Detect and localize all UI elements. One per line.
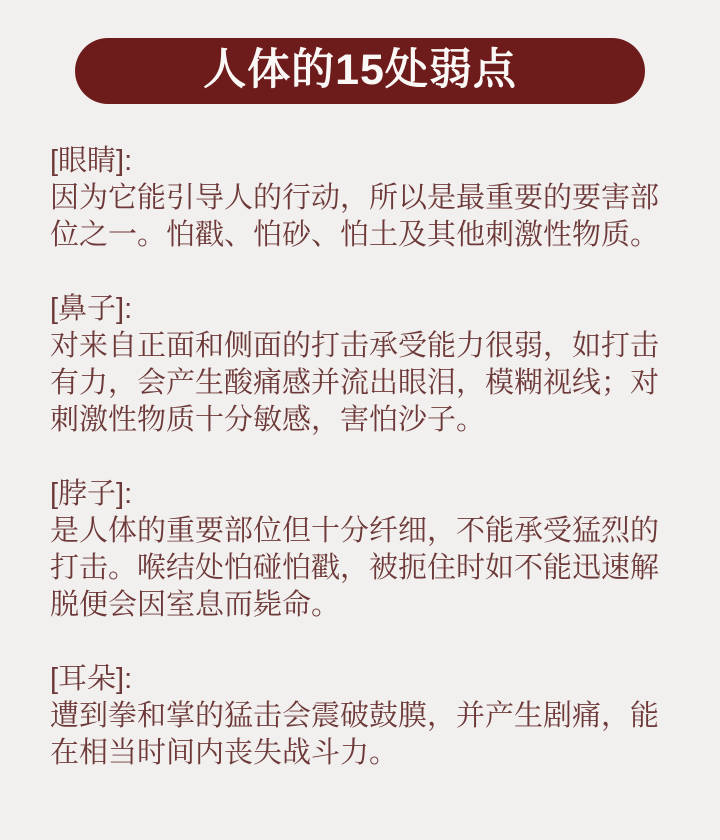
body-part-description: 是人体的重要部位但十分纤细，不能承受猛烈的打击。喉结处怕碰怕戳，被扼住时如不能迅速解脱便会因室息而毙命。 [50,515,660,621]
body-part-label: [眼睛]: [50,145,133,177]
list-item [50,291,672,439]
list-item [50,143,672,254]
weak-points-list [50,143,672,772]
body-part-description: 遭到拳和掌的猛击会震破鼓膜，并产生剧痛，能在相当时间内丧失战斗力。 [50,700,660,769]
body-part-label: [脖子]: [50,478,133,510]
body-part-label: [耳朵]: [50,663,133,695]
body-part-description: 因为它能引导人的行动，所以是最重要的要害部位之一。怕戳、怕砂、怕土及其他刺激性物质。 [50,182,660,251]
page-title: 人体的15处弱点 [203,45,517,94]
title-banner [75,38,645,104]
list-item [50,476,672,624]
body-part-label: [鼻子]: [50,293,133,325]
body-part-description: 对来自正面和侧面的打击承受能力很弱，如打击有力，会产生酸痛感并流出眼泪，模糊视线；对刺激性物质十分敏感，害怕沙子。 [50,330,660,436]
list-item [50,661,672,772]
